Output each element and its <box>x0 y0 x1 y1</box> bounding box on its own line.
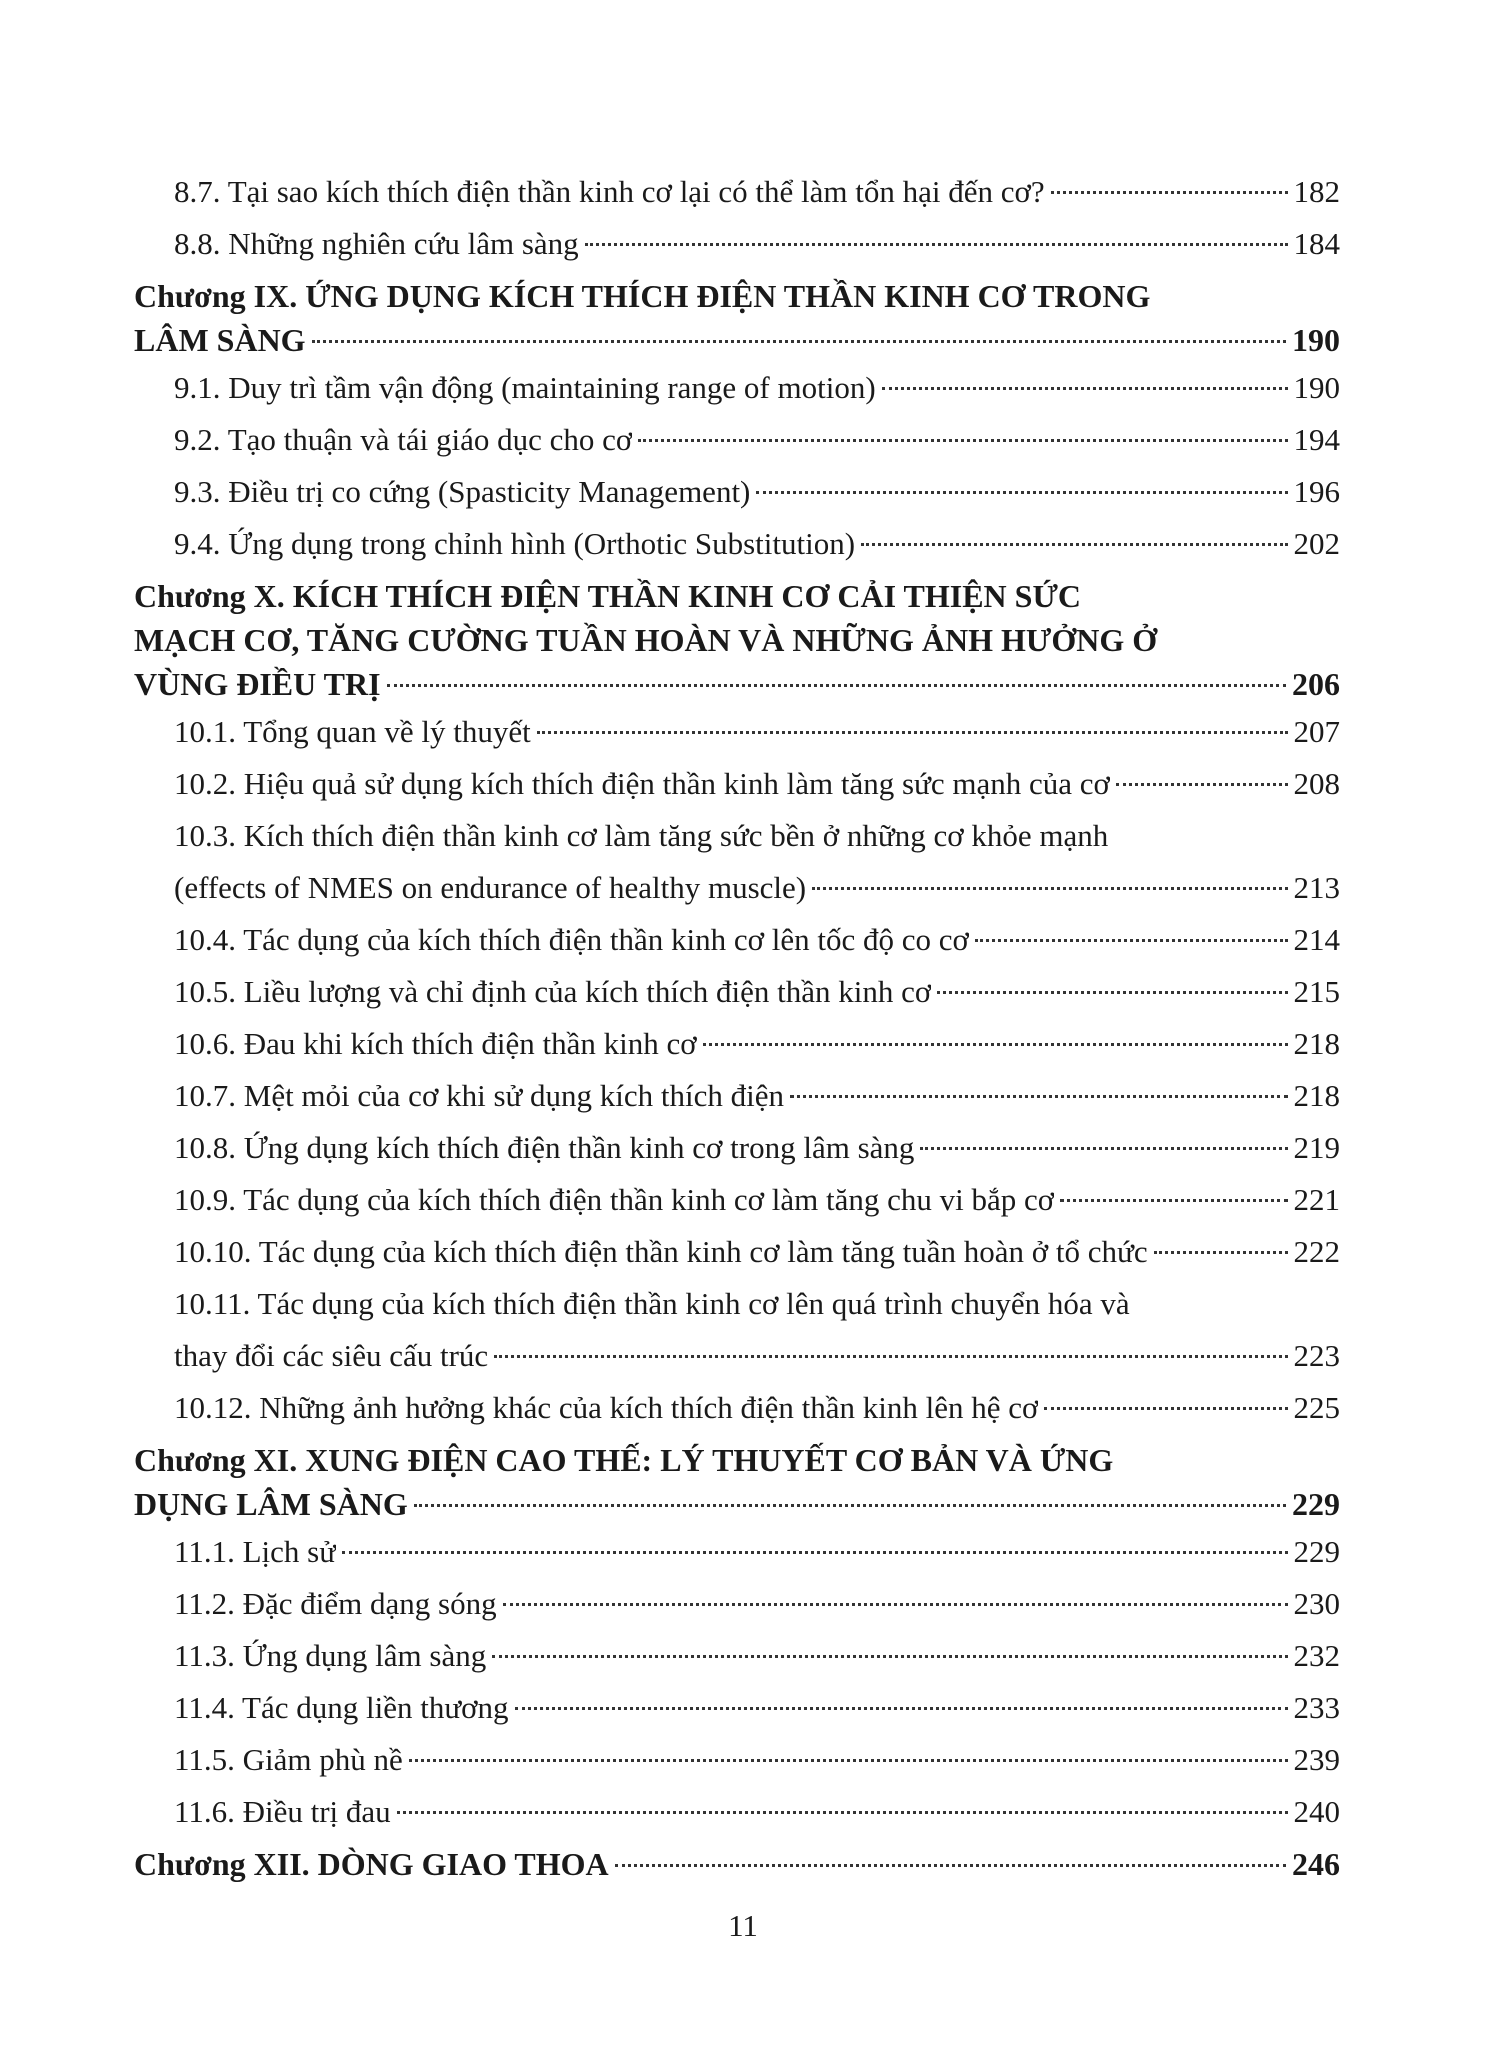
toc-entry-line <box>134 318 1340 362</box>
toc-entry-title: 11.4. Tác dụng liền thương <box>174 1690 509 1725</box>
toc-section-entry <box>134 1174 1340 1226</box>
dot-leader <box>703 1043 1288 1046</box>
page-number: 11 <box>728 1908 758 1943</box>
toc-entry-title: 9.4. Ứng dụng trong chỉnh hình (Orthotic Substitution) <box>174 526 856 561</box>
toc-section-entry <box>134 706 1340 758</box>
toc-entry-title: 10.6. Đau khi kích thích điện thần kinh cơ <box>174 1026 697 1061</box>
toc-entry-line <box>174 218 1340 270</box>
toc-entry-line <box>174 862 1340 914</box>
toc-entry-line <box>174 1630 1340 1682</box>
toc-entry-line <box>174 1382 1340 1434</box>
toc-entry-line <box>174 1526 1340 1578</box>
toc-entry-title: 8.8. Những nghiên cứu lâm sàng <box>174 226 579 261</box>
toc-entry-page: 207 <box>1293 714 1340 749</box>
toc-entry-title: 11.1. Lịch sử <box>174 1534 337 1569</box>
toc-entry-title-line: Chương X. KÍCH THÍCH ĐIỆN THẦN KINH CƠ CẢI THIỆN SỨC <box>134 578 1082 614</box>
toc-entry-page: 219 <box>1293 1130 1340 1165</box>
dot-leader <box>1060 1199 1287 1202</box>
toc-entry-page: 229 <box>1293 1534 1340 1569</box>
toc-entry-title-line: Chương IX. ỨNG DỤNG KÍCH THÍCH ĐIỆN THẦN KINH CƠ TRONG <box>134 278 1151 314</box>
dot-leader <box>861 543 1287 546</box>
toc-entry-line <box>134 1842 1340 1886</box>
toc-entry-page: 190 <box>1293 370 1340 405</box>
toc-entry-title: VÙNG ĐIỀU TRỊ <box>134 666 381 702</box>
dot-leader <box>1044 1407 1287 1410</box>
toc-entry-title-line: 10.11. Tác dụng của kích thích điện thần kinh cơ lên quá trình chuyển hóa và <box>174 1286 1130 1321</box>
toc-entry-line <box>174 1682 1340 1734</box>
toc-entry-line <box>134 662 1340 706</box>
toc-entry-page: 218 <box>1293 1078 1340 1113</box>
toc-entry-line <box>174 518 1340 570</box>
toc-entry-title: 10.4. Tác dụng của kích thích điện thần kinh cơ lên tốc độ co cơ <box>174 922 969 957</box>
toc-entry-line <box>134 1482 1340 1526</box>
toc-entry-page: 223 <box>1293 1338 1340 1373</box>
toc-entry-page: 182 <box>1293 174 1340 209</box>
toc-entry-line <box>174 914 1340 966</box>
toc-entry-title: 11.3. Ứng dụng lâm sàng <box>174 1638 487 1673</box>
toc-section-entry <box>134 1682 1340 1734</box>
toc-entry-title-line: Chương XI. XUNG ĐIỆN CAO THẾ: LÝ THUYẾT CƠ BẢN VÀ ỨNG <box>134 1442 1114 1478</box>
toc-entry-line <box>174 362 1340 414</box>
toc-section-entry <box>134 518 1340 570</box>
dot-leader <box>492 1655 1287 1658</box>
toc-entry-page: 222 <box>1293 1234 1340 1269</box>
toc-entry-page: 233 <box>1293 1690 1340 1725</box>
toc-entry-title: 9.2. Tạo thuận và tái giáo dục cho cơ <box>174 422 633 457</box>
toc-entry-line <box>174 414 1340 466</box>
toc-entry-title: DỤNG LÂM SÀNG <box>134 1486 408 1522</box>
toc-entry-line <box>174 1786 1340 1838</box>
toc-entry-page: 206 <box>1292 666 1340 702</box>
toc-section-entry <box>134 1734 1340 1786</box>
dot-leader <box>1051 191 1288 194</box>
toc-section-entry <box>134 966 1340 1018</box>
toc-entry-title: LÂM SÀNG <box>134 322 306 358</box>
toc-section-entry <box>134 218 1340 270</box>
toc-section-entry <box>134 1526 1340 1578</box>
toc-entry-line <box>174 1018 1340 1070</box>
dot-leader <box>585 243 1288 246</box>
toc-entry-line <box>174 1330 1340 1382</box>
toc-entry-title: 8.7. Tại sao kích thích điện thần kinh cơ lại có thể làm tổn hại đến cơ? <box>174 174 1045 209</box>
toc-entry-line <box>174 1070 1340 1122</box>
toc-section-entry <box>134 1630 1340 1682</box>
toc-entry-page: 229 <box>1292 1486 1340 1522</box>
toc-entry-title: 10.8. Ứng dụng kích thích điện thần kinh cơ trong lâm sàng <box>174 1130 915 1165</box>
toc-entry-title: 10.1. Tổng quan về lý thuyết <box>174 714 531 749</box>
dot-leader <box>812 887 1287 890</box>
dot-leader <box>397 1811 1288 1814</box>
toc-entry-page: 232 <box>1293 1638 1340 1673</box>
toc-section-entry <box>134 362 1340 414</box>
toc-entry-title: 10.7. Mệt mỏi của cơ khi sử dụng kích thích điện <box>174 1078 785 1113</box>
toc-entry-line <box>174 1174 1340 1226</box>
toc-chapter-entry <box>134 570 1340 706</box>
toc-section-entry <box>134 1018 1340 1070</box>
toc-section-entry <box>134 414 1340 466</box>
toc-entry-title: thay đổi các siêu cấu trúc <box>174 1338 489 1373</box>
dot-leader <box>756 491 1287 494</box>
toc-entry-page: 196 <box>1293 474 1340 509</box>
toc-section-entry <box>134 758 1340 810</box>
toc-entry-title: 10.2. Hiệu quả sử dụng kích thích điện thần kinh làm tăng sức mạnh của cơ <box>174 766 1110 801</box>
toc-section-entry <box>134 466 1340 518</box>
toc-entry-page: 213 <box>1293 870 1340 905</box>
toc-entry-title: 9.3. Điều trị co cứng (Spasticity Management) <box>174 474 751 509</box>
toc-entry-page: 190 <box>1292 322 1340 358</box>
dot-leader <box>387 684 1286 687</box>
toc-entry-line <box>174 706 1340 758</box>
toc-entry-title: 10.12. Những ảnh hưởng khác của kích thích điện thần kinh lên hệ cơ <box>174 1390 1039 1425</box>
toc-entry-line <box>174 1122 1340 1174</box>
dot-leader <box>920 1147 1287 1150</box>
toc-section-entry <box>134 1278 1340 1382</box>
toc-entry-title: 10.9. Tác dụng của kích thích điện thần kinh cơ làm tăng chu vi bắp cơ <box>174 1182 1055 1217</box>
toc-entry-line <box>174 758 1340 810</box>
toc-entry-title: 9.1. Duy trì tầm vận động (maintaining range of motion) <box>174 370 876 405</box>
toc-section-entry <box>134 1122 1340 1174</box>
dot-leader <box>1116 783 1288 786</box>
toc-entry-page: 208 <box>1293 766 1340 801</box>
toc-entry-title-line: MẠCH CƠ, TĂNG CƯỜNG TUẦN HOÀN VÀ NHỮNG ẢNH HƯỞNG Ở <box>134 622 1158 658</box>
toc-entry-title: (effects of NMES on endurance of healthy muscle) <box>174 870 807 905</box>
toc-entry-title-line: 10.3. Kích thích điện thần kinh cơ làm tăng sức bền ở những cơ khỏe mạnh <box>174 818 1109 853</box>
toc-entry-title: 11.2. Đặc điểm dạng sóng <box>174 1586 497 1621</box>
toc-entry-page: 202 <box>1293 526 1340 561</box>
toc-chapter-entry <box>134 270 1340 362</box>
toc-entry-page: 214 <box>1293 922 1340 957</box>
dot-leader <box>937 991 1287 994</box>
toc-section-entry <box>134 810 1340 914</box>
toc-entry-page: 246 <box>1292 1846 1340 1882</box>
toc-entry-page: 225 <box>1293 1390 1340 1425</box>
toc-entry-page: 221 <box>1293 1182 1340 1217</box>
dot-leader <box>414 1504 1286 1507</box>
toc-entry-line <box>174 166 1340 218</box>
dot-leader <box>790 1095 1287 1098</box>
toc-entry-line <box>174 1226 1340 1278</box>
toc-entry-line <box>174 1734 1340 1786</box>
toc-entry-page: 194 <box>1293 422 1340 457</box>
dot-leader <box>975 939 1288 942</box>
toc-section-entry <box>134 1070 1340 1122</box>
toc-section-entry <box>134 1226 1340 1278</box>
toc-entry-page: 184 <box>1293 226 1340 261</box>
toc-entry-line <box>174 966 1340 1018</box>
toc-entry-line <box>174 1578 1340 1630</box>
toc-entry-title: 10.10. Tác dụng của kích thích điện thần kinh cơ làm tăng tuần hoàn ở tổ chức <box>174 1234 1148 1269</box>
toc-entry-page: 218 <box>1293 1026 1340 1061</box>
toc-chapter-entry <box>134 1434 1340 1526</box>
dot-leader <box>494 1355 1287 1358</box>
toc-section-entry <box>134 166 1340 218</box>
toc-entry-title: Chương XII. DÒNG GIAO THOA <box>134 1846 609 1882</box>
table-of-contents <box>134 166 1340 1886</box>
dot-leader <box>882 387 1288 390</box>
dot-leader <box>1154 1251 1288 1254</box>
toc-entry-title: 11.6. Điều trị đau <box>174 1794 391 1829</box>
toc-entry-title: 10.5. Liều lượng và chỉ định của kích thích điện thần kinh cơ <box>174 974 932 1009</box>
toc-entry-page: 240 <box>1293 1794 1340 1829</box>
toc-section-entry <box>134 1786 1340 1838</box>
toc-section-entry <box>134 1578 1340 1630</box>
dot-leader <box>537 731 1288 734</box>
toc-entry-line <box>174 466 1340 518</box>
dot-leader <box>638 439 1287 442</box>
dot-leader <box>409 1759 1288 1762</box>
dot-leader <box>342 1551 1287 1554</box>
toc-section-entry <box>134 1382 1340 1434</box>
toc-entry-title: 11.5. Giảm phù nề <box>174 1742 403 1777</box>
dot-leader <box>503 1603 1288 1606</box>
toc-section-entry <box>134 914 1340 966</box>
dot-leader <box>312 340 1286 343</box>
toc-entry-page: 215 <box>1293 974 1340 1009</box>
dot-leader <box>615 1864 1286 1867</box>
toc-entry-page: 230 <box>1293 1586 1340 1621</box>
dot-leader <box>515 1707 1288 1710</box>
toc-chapter-entry <box>134 1838 1340 1886</box>
toc-entry-page: 239 <box>1293 1742 1340 1777</box>
